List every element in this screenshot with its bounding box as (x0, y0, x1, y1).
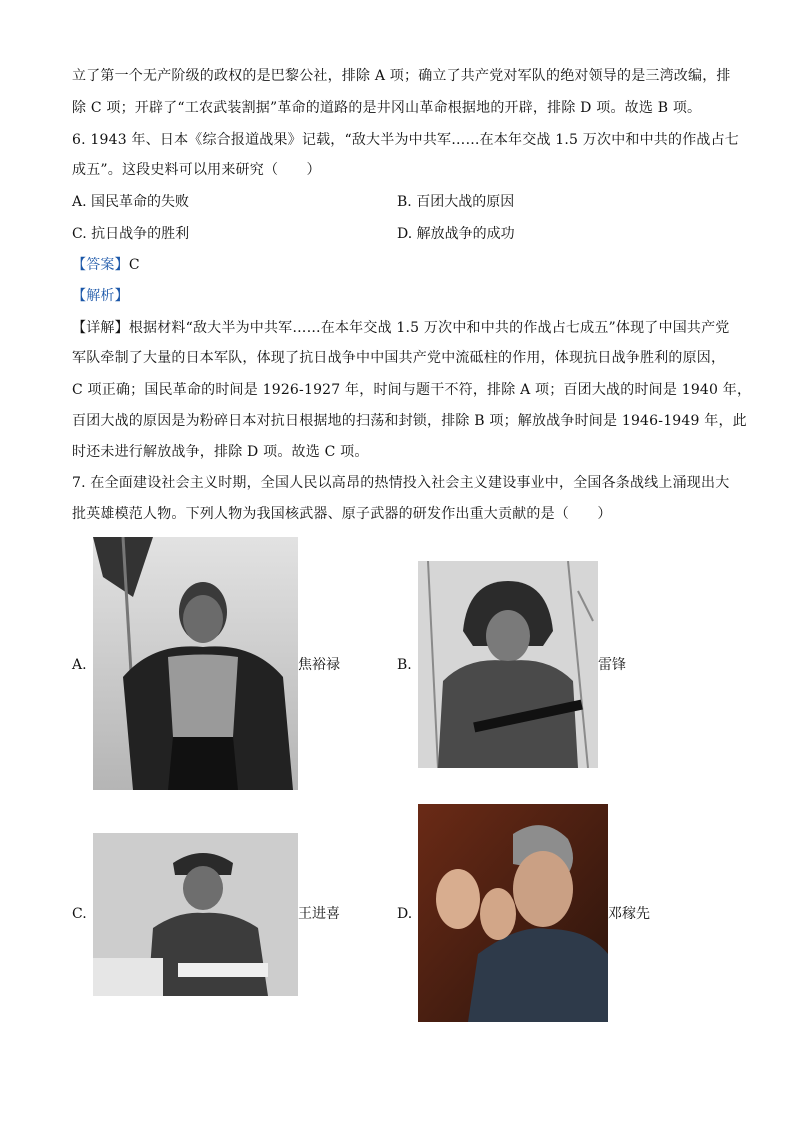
detail-line (72, 318, 730, 338)
q6-option-d: D. 解放战争的成功 (397, 226, 515, 242)
photo-d (418, 804, 608, 1022)
q7-option-c-letter: C. (72, 906, 87, 922)
q7-option-b-letter: B. (397, 657, 412, 673)
q7-option-d-name: 邓稼先 (608, 906, 650, 922)
q7-option-c-name: 王进喜 (298, 906, 340, 922)
question-7-stem: 7. 在全面建设社会主义时期，全国人民以高昂的热情投入社会主义建设事业中，全国各条战线上涌现出大 (72, 475, 730, 491)
q7-option-a-name: 焦裕禄 (298, 657, 340, 673)
detail-line: 百团大战的原因是为粉碎日本对抗日根据地的扫荡和封锁，排除 B 项；解放战争时间是 1946-1949 年，此 (72, 413, 747, 429)
portrait-image (418, 561, 598, 768)
text-line: 除 C 项；开辟了“工农武装割据”革命的道路的是井冈山革命根据地的开辟，排除 D 项。故选 B 项。 (72, 100, 702, 116)
analysis-line (72, 286, 129, 306)
analysis-tag: 【解析】 (72, 288, 129, 304)
detail-line: 军队牵制了大量的日本军队，体现了抗日战争中中国共产党中流砥柱的作用，体现抗日战争胜利的原因， (72, 350, 726, 366)
photo-b (418, 561, 598, 768)
q7-option-d-letter: D. (397, 906, 413, 922)
portrait-image (93, 833, 298, 996)
answer-tag: 【答案】 (72, 257, 129, 273)
portrait-image (418, 804, 608, 1022)
answer-line (72, 255, 140, 275)
q6-option-b: B. 百团大战的原因 (397, 194, 515, 210)
detail-line: 时还未进行解放战争，排除 D 项。故选 C 项。 (72, 444, 369, 460)
q6-option-a: A. 国民革命的失败 (72, 194, 190, 210)
detail-tag: 【详解】 (72, 320, 129, 336)
detail-text: 根据材料“敌大半为中共军……在本年交战 1.5 万次中和中共的作战占七成五”体现了中国共产党 (128, 320, 730, 336)
q7-option-a-letter: A. (72, 657, 87, 673)
question-6-stem: 6. 1943 年、日本《综合报道战果》记载，“敌大半为中共军……在本年交战 1.5 万次中和中共的作战占七 (72, 132, 740, 148)
q7-option-b-name: 雷锋 (598, 657, 626, 673)
question-7-stem: 批英雄模范人物。下列人物为我国核武器、原子武器的研发作出重大贡献的是（ ） (72, 506, 612, 522)
question-6-stem: 成五”。这段史料可以用来研究（ ） (72, 162, 321, 178)
answer-value: C (128, 257, 140, 273)
text-line: 立了第一个无产阶级的政权的是巴黎公社，排除 A 项；确立了共产党对军队的绝对领导的是三湾改编，排 (72, 68, 731, 84)
q6-option-c: C. 抗日战争的胜利 (72, 226, 190, 242)
photo-c (93, 833, 298, 996)
detail-line: C 项正确；国民革命的时间是 1926-1927 年，时间与题干不符，排除 A 项；百团大战的时间是 1940 年， (72, 382, 752, 398)
photo-a (93, 537, 298, 790)
portrait-image (93, 537, 298, 790)
